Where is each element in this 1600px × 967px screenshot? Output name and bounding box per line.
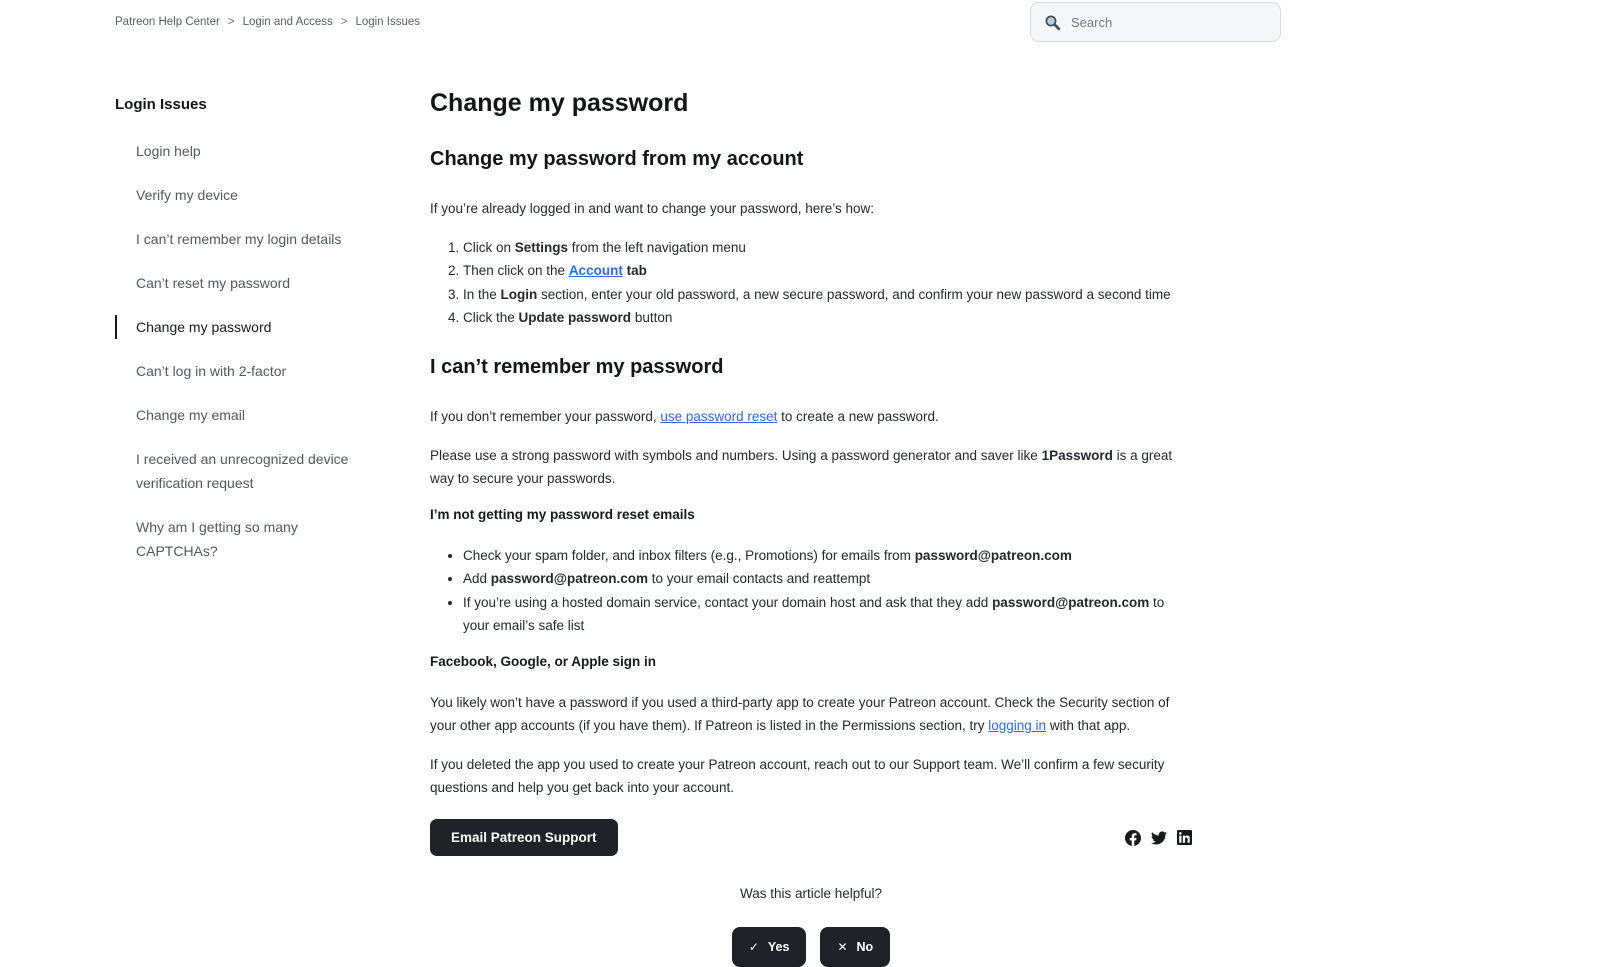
social-share — [1125, 830, 1192, 846]
sidebar-item-login-help[interactable]: Login help — [136, 143, 201, 159]
breadcrumb-link-login-and-access[interactable]: Login and Access — [242, 16, 333, 28]
breadcrumb-separator: > — [227, 16, 235, 28]
sidebar-item-unrecognized-device-request[interactable]: I received an unrecognized device verification request — [136, 451, 349, 491]
sidebar-list — [115, 139, 365, 563]
check-icon: ✓ — [748, 940, 759, 955]
yes-label: Yes — [767, 940, 790, 955]
paragraph: You likely won’t have a password if you used a third-party app to create your Patreon account. Check the Security section of your other app accounts (if you have them). If Patreon is listed in the Permissions section, try logging in with that app. — [430, 695, 1170, 734]
intro-paragraph: If you’re already logged in and want to change your password, here’s how: — [430, 201, 875, 216]
inline-link[interactable]: use password reset — [660, 409, 778, 425]
step-item: 2. Then click on the Account tab — [463, 259, 1194, 282]
search-icon — [1044, 14, 1061, 31]
helpful-no-button[interactable] — [820, 927, 890, 967]
twitter-icon[interactable] — [1151, 830, 1167, 846]
email-support-button[interactable]: Email Patreon Support — [430, 819, 618, 856]
vote-buttons — [430, 927, 1192, 967]
sidebar-item-change-my-email[interactable]: Change my email — [136, 407, 245, 423]
helpful-question: Was this article helpful? — [739, 886, 883, 902]
steps-list — [430, 236, 1194, 329]
paragraph: If you don’t remember your password, use password reset to create a new password. — [430, 409, 939, 425]
paragraph: If you deleted the app you used to create your Patreon account, reach out to our Support team. We’ll confirm a few security questions and help you get back into your account. — [430, 757, 1165, 796]
step-item: 4. Click the Update password button — [463, 306, 1194, 329]
search-box — [1030, 2, 1281, 42]
sidebar-item-cant-reset-password[interactable]: Can’t reset my password — [136, 275, 291, 291]
inline-link[interactable]: Account — [568, 263, 623, 279]
bullet-item: • If you’re using a hosted domain service, contact your domain host and ask that they add password@patreon.com to your email’s safe list — [463, 591, 1194, 638]
step-item: 1. Click on Settings from the left navigation menu — [463, 236, 1194, 259]
search-input[interactable] — [1069, 14, 1267, 31]
linkedin-icon[interactable] — [1177, 830, 1192, 845]
sidebar-item-cant-remember-login-details[interactable]: I can’t remember my login details — [136, 231, 342, 247]
section-heading-change-from-account: Change my password from my account — [430, 148, 804, 170]
breadcrumb-link-login-issues[interactable]: Login Issues — [355, 16, 421, 28]
article-footer — [430, 819, 1192, 856]
helpful-yes-button[interactable] — [732, 927, 807, 967]
sidebar-item-verify-my-device[interactable]: Verify my device — [136, 187, 238, 203]
breadcrumb-link-help-center[interactable]: Patreon Help Center — [115, 16, 220, 28]
sidebar-item-cant-log-in-2-factor[interactable]: Can’t log in with 2-factor — [136, 363, 287, 379]
breadcrumb — [115, 16, 420, 28]
facebook-icon[interactable] — [1125, 830, 1141, 846]
subheading-third-party-sign-in: Facebook, Google, or Apple sign in — [430, 654, 657, 670]
breadcrumb-separator: > — [340, 16, 348, 28]
subheading-reset-emails: I’m not getting my password reset emails — [430, 507, 695, 523]
helpful-section — [430, 882, 1192, 967]
bullet-list — [430, 544, 1194, 637]
article — [430, 88, 1194, 967]
section-heading-cant-remember: I can’t remember my password — [430, 356, 724, 379]
no-label: No — [856, 940, 874, 955]
x-icon: ✕ — [837, 940, 848, 955]
sidebar-item-change-my-password[interactable]: Change my password — [115, 315, 365, 339]
page-title: Change my password — [430, 89, 689, 117]
bullet-item: • Check your spam folder, and inbox filters (e.g., Promotions) for emails from password@patreon.com — [463, 544, 1194, 567]
step-item: 3. In the Login section, enter your old password, a new secure password, and confirm your new password a second time — [463, 283, 1194, 306]
bullet-item: • Add password@patreon.com to your email contacts and reattempt — [463, 567, 1194, 590]
sidebar-title: Login Issues — [115, 96, 207, 113]
sidebar-item-so-many-captchas[interactable]: Why am I getting so many CAPTCHAs? — [136, 519, 298, 559]
inline-link[interactable]: logging in — [988, 718, 1047, 734]
paragraph: Please use a strong password with symbols and numbers. Using a password generator and saver like 1Password is a great way to secure your passwords. — [430, 448, 1173, 487]
sidebar — [115, 96, 385, 583]
